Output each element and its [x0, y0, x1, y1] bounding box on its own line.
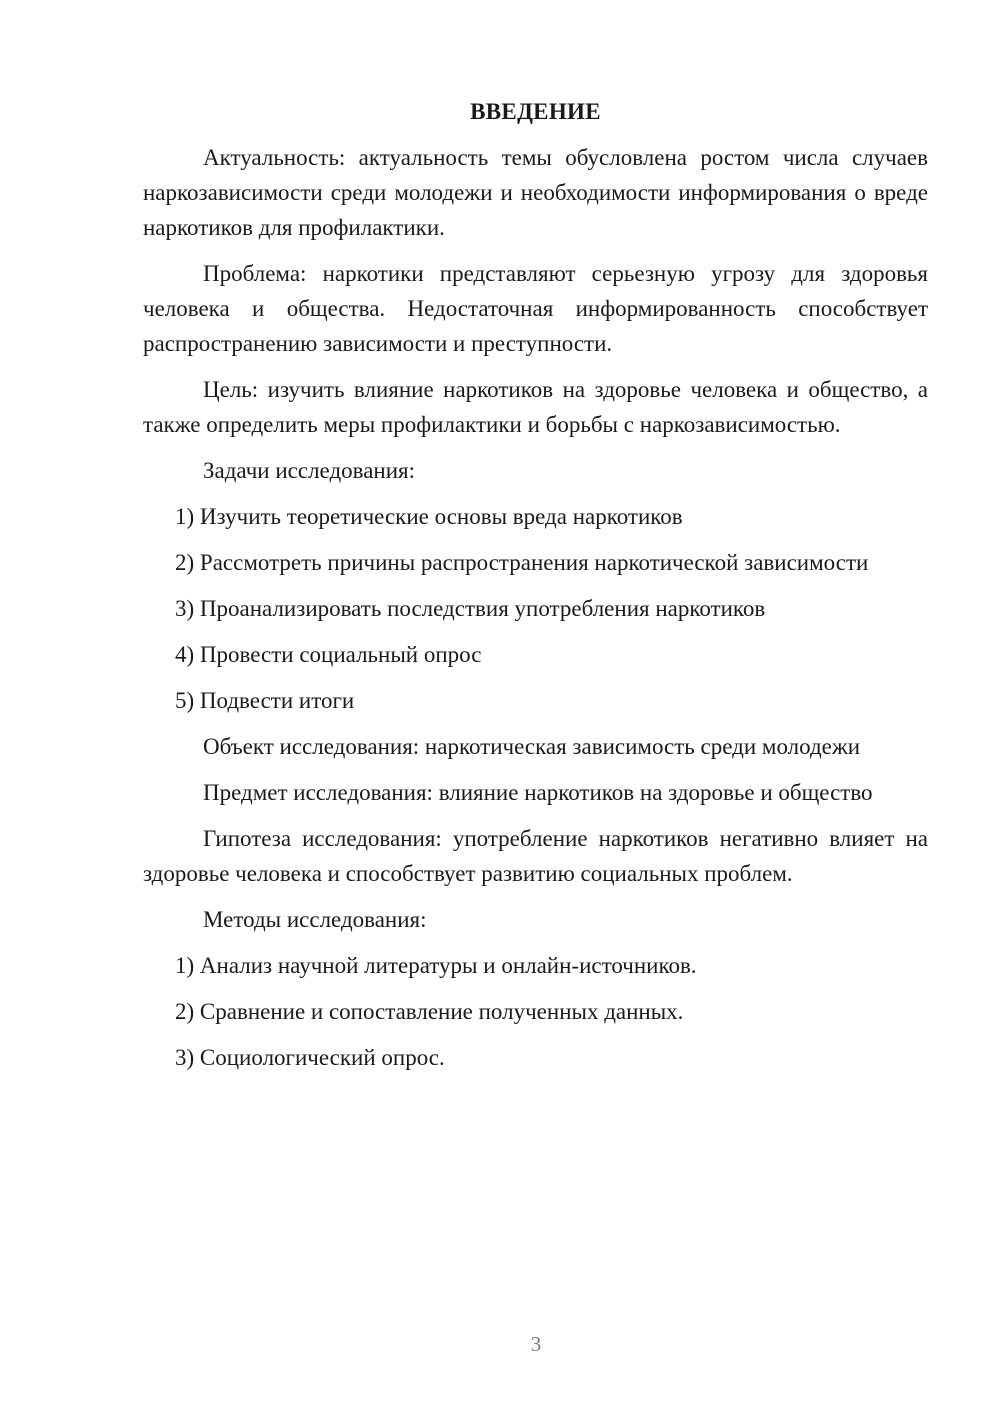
page-content	[143, 94, 928, 1086]
relevance-paragraph: Актуальность: актуальность темы обусловлена ростом числа случаев наркозависимости среди молодежи и необходимости информирования о вреде наркотиков для профилактики.	[143, 145, 928, 240]
method-item: 3) Социологический опрос.	[175, 1045, 445, 1070]
method-item: 2) Сравнение и сопоставление полученных данных.	[175, 999, 684, 1024]
subject-paragraph: Предмет исследования: влияние наркотиков на здоровье и общество	[203, 780, 873, 805]
task-item: 3) Проанализировать последствия употребления наркотиков	[175, 596, 766, 621]
method-item: 1) Анализ научной литературы и онлайн-источников.	[175, 953, 697, 978]
section-heading: ВВЕДЕНИЕ	[470, 99, 601, 124]
object-paragraph: Объект исследования: наркотическая зависимость среди молодежи	[203, 734, 861, 759]
task-item: 1) Изучить теоретические основы вреда наркотиков	[175, 504, 683, 529]
tasks-title: Задачи исследования:	[203, 458, 416, 483]
methods-title: Методы исследования:	[203, 907, 427, 932]
hypothesis-paragraph: Гипотеза исследования: употребление наркотиков негативно влияет на здоровье человека и способствует развитию социальных проблем.	[143, 826, 928, 886]
page-number: 3	[530, 1332, 542, 1356]
goal-paragraph: Цель: изучить влияние наркотиков на здоровье человека и общество, а также определить меры профилактики и борьбы с наркозависимостью.	[143, 377, 928, 437]
task-item: 5) Подвести итоги	[175, 688, 355, 713]
task-item: 2) Рассмотреть причины распространения наркотической зависимости	[175, 550, 869, 575]
task-item: 4) Провести социальный опрос	[175, 642, 482, 667]
problem-paragraph: Проблема: наркотики представляют серьезную угрозу для здоровья человека и общества. Недостаточная информированность способствует распространению зависимости и преступности.	[143, 261, 928, 356]
